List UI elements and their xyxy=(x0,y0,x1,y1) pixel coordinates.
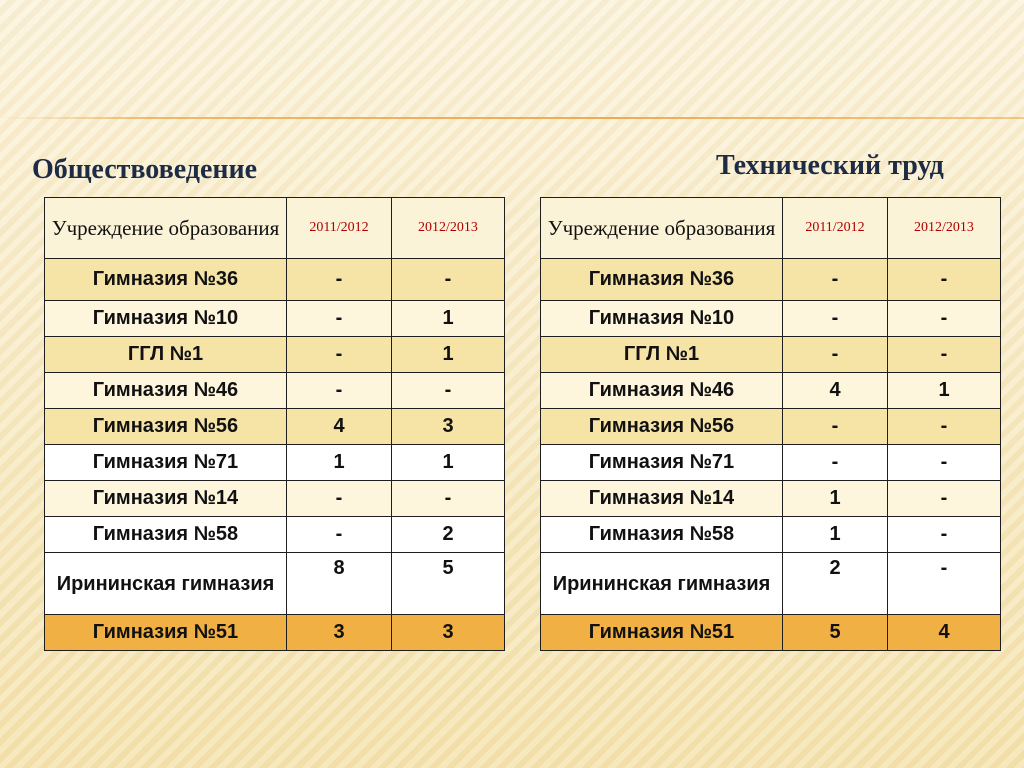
header-year-2011-2012: 2011/2012 xyxy=(783,198,888,259)
value-2012-2013-cell: - xyxy=(888,481,1001,517)
table-row xyxy=(45,337,505,373)
value-2011-2012-cell: 4 xyxy=(287,409,392,445)
table-row xyxy=(541,409,1001,445)
institution-cell: Гимназия №14 xyxy=(45,481,287,517)
institution-cell: Ирининская гимназия xyxy=(541,553,783,615)
header-year-2012-2013: 2012/2013 xyxy=(392,198,505,259)
value-2011-2012-cell: - xyxy=(287,301,392,337)
table-row xyxy=(541,481,1001,517)
table-row xyxy=(45,301,505,337)
institution-cell: Гимназия №58 xyxy=(45,517,287,553)
header-institution: Учреждение образования xyxy=(45,198,287,259)
table-body-right xyxy=(541,259,1001,651)
value-2012-2013-cell: 2 xyxy=(392,517,505,553)
value-2012-2013-cell: - xyxy=(888,445,1001,481)
table-body-left xyxy=(45,259,505,651)
title-social-studies: Обществоведение xyxy=(32,154,258,185)
table-row xyxy=(541,337,1001,373)
institution-cell: Гимназия №58 xyxy=(541,517,783,553)
value-2012-2013-cell: - xyxy=(888,553,1001,615)
header-year-2012-2013: 2012/2013 xyxy=(888,198,1001,259)
table-row xyxy=(541,445,1001,481)
value-2012-2013-cell: 1 xyxy=(888,373,1001,409)
value-2012-2013-cell: - xyxy=(888,517,1001,553)
table-technical-labor xyxy=(540,197,1001,651)
value-2011-2012-cell: 3 xyxy=(287,615,392,651)
value-2011-2012-cell: 1 xyxy=(783,517,888,553)
table-social-studies xyxy=(44,197,505,651)
value-2011-2012-cell: - xyxy=(287,517,392,553)
value-2011-2012-cell: 5 xyxy=(783,615,888,651)
title-technical-labor: Технический труд xyxy=(716,150,944,181)
value-2012-2013-cell: 1 xyxy=(392,445,505,481)
institution-cell: Гимназия №51 xyxy=(541,615,783,651)
table-header-row xyxy=(541,198,1001,259)
value-2011-2012-cell: 8 xyxy=(287,553,392,615)
institution-cell: Гимназия №46 xyxy=(45,373,287,409)
value-2011-2012-cell: - xyxy=(783,337,888,373)
top-divider-line xyxy=(0,117,1024,119)
table-header-row xyxy=(45,198,505,259)
table-row xyxy=(45,553,505,615)
table-row xyxy=(45,517,505,553)
institution-cell: Ирининская гимназия xyxy=(45,553,287,615)
institution-cell: Гимназия №10 xyxy=(45,301,287,337)
value-2012-2013-cell: - xyxy=(888,301,1001,337)
value-2011-2012-cell: 1 xyxy=(287,445,392,481)
table-row xyxy=(541,373,1001,409)
institution-cell: Гимназия №71 xyxy=(541,445,783,481)
header-institution: Учреждение образования xyxy=(541,198,783,259)
table-row xyxy=(541,301,1001,337)
institution-cell: Гимназия №36 xyxy=(45,259,287,301)
table-row xyxy=(541,615,1001,651)
value-2012-2013-cell: 3 xyxy=(392,615,505,651)
institution-cell: Гимназия №10 xyxy=(541,301,783,337)
value-2011-2012-cell: - xyxy=(783,301,888,337)
value-2011-2012-cell: - xyxy=(287,373,392,409)
institution-cell: Гимназия №46 xyxy=(541,373,783,409)
value-2011-2012-cell: 4 xyxy=(783,373,888,409)
table-row xyxy=(541,259,1001,301)
value-2012-2013-cell: - xyxy=(392,373,505,409)
value-2011-2012-cell: 2 xyxy=(783,553,888,615)
institution-cell: Гимназия №51 xyxy=(45,615,287,651)
institution-cell: ГГЛ №1 xyxy=(45,337,287,373)
institution-cell: Гимназия №56 xyxy=(541,409,783,445)
value-2012-2013-cell: - xyxy=(392,481,505,517)
institution-cell: Гимназия №71 xyxy=(45,445,287,481)
table-row xyxy=(541,517,1001,553)
value-2012-2013-cell: 5 xyxy=(392,553,505,615)
value-2011-2012-cell: 1 xyxy=(783,481,888,517)
value-2011-2012-cell: - xyxy=(287,481,392,517)
table-row xyxy=(45,259,505,301)
table-row xyxy=(45,445,505,481)
value-2012-2013-cell: - xyxy=(888,337,1001,373)
value-2011-2012-cell: - xyxy=(783,409,888,445)
value-2011-2012-cell: - xyxy=(287,337,392,373)
value-2012-2013-cell: 3 xyxy=(392,409,505,445)
table-row xyxy=(45,373,505,409)
value-2011-2012-cell: - xyxy=(287,259,392,301)
value-2012-2013-cell: 1 xyxy=(392,337,505,373)
institution-cell: Гимназия №36 xyxy=(541,259,783,301)
value-2011-2012-cell: - xyxy=(783,259,888,301)
table-row xyxy=(541,553,1001,615)
value-2011-2012-cell: - xyxy=(783,445,888,481)
institution-cell: ГГЛ №1 xyxy=(541,337,783,373)
institution-cell: Гимназия №14 xyxy=(541,481,783,517)
value-2012-2013-cell: - xyxy=(888,409,1001,445)
header-year-2011-2012: 2011/2012 xyxy=(287,198,392,259)
value-2012-2013-cell: 4 xyxy=(888,615,1001,651)
table-row xyxy=(45,615,505,651)
table-row xyxy=(45,409,505,445)
table-row xyxy=(45,481,505,517)
value-2012-2013-cell: 1 xyxy=(392,301,505,337)
value-2012-2013-cell: - xyxy=(392,259,505,301)
value-2012-2013-cell: - xyxy=(888,259,1001,301)
institution-cell: Гимназия №56 xyxy=(45,409,287,445)
